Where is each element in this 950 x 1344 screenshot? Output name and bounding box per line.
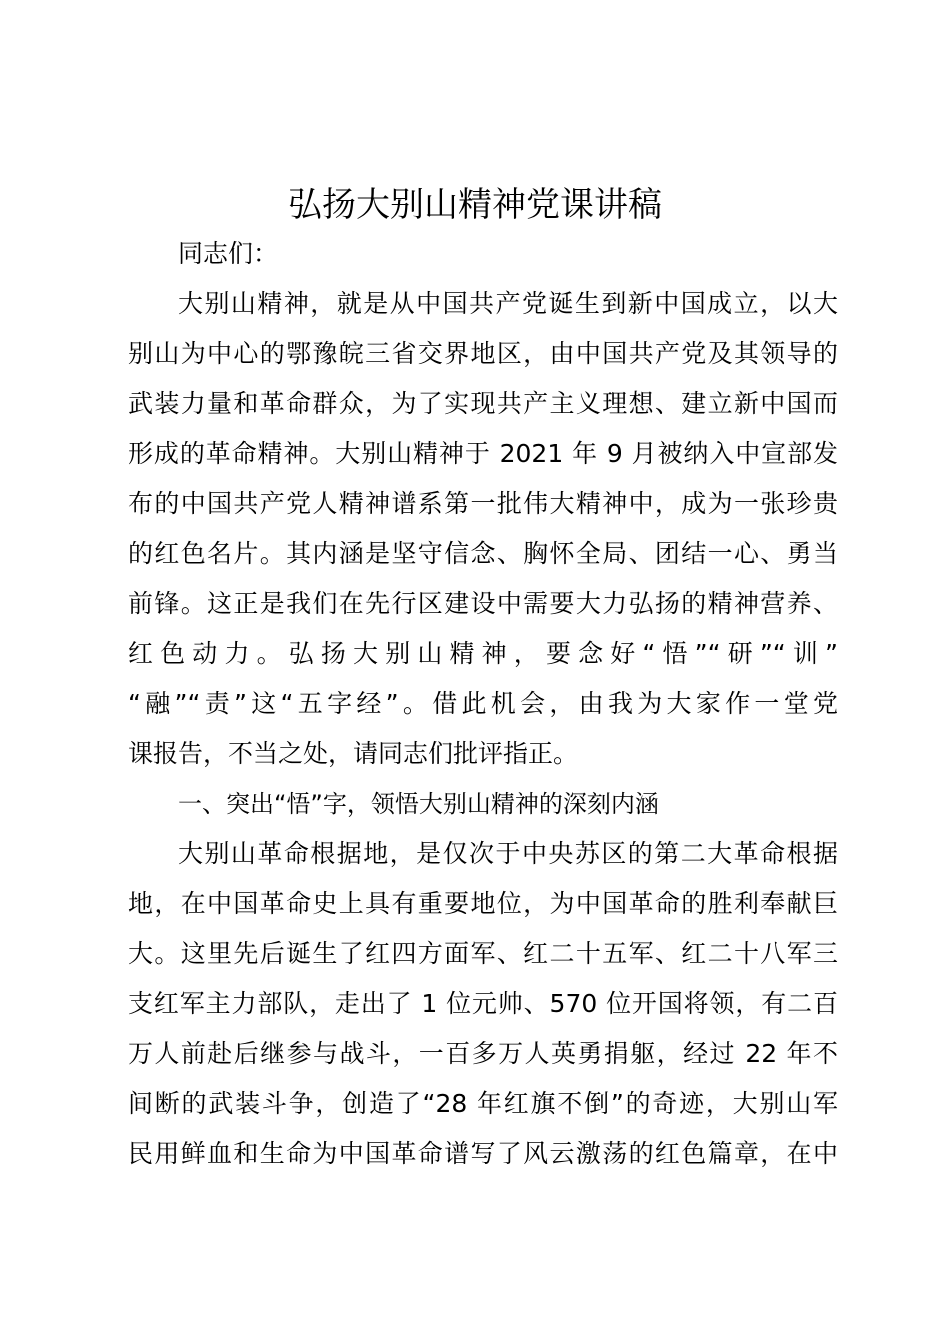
paragraph-1-line-10: 课报告，不当之处，请同志们批评指正。 — [128, 739, 579, 768]
paragraph-1-line-1: 大别山精神，就是从中国共产党诞生到新中国成立，以大 — [178, 289, 838, 318]
paragraph-2-line-2: 地，在中国革命史上具有重要地位，为中国革命的胜利奉献巨 — [128, 889, 838, 918]
paragraph-1-line-2: 别山为中心的鄂豫皖三省交界地区，由中国共产党及其领导的 — [128, 339, 838, 368]
paragraph-1-line-3: 武装力量和革命群众，为了实现共产主义理想、建立新中国而 — [128, 389, 838, 418]
paragraph-1-line-6: 的红色名片。其内涵是坚守信念、胸怀全局、团结一心、勇当 — [128, 539, 838, 568]
salutation: 同志们： — [178, 239, 279, 268]
paragraph-1-line-5: 布的中国共产党人精神谱系第一批伟大精神中，成为一张珍贵 — [128, 489, 838, 518]
paragraph-1-line-8: 红色动力。弘扬大别山精神，要念好“悟”“研”“训” — [128, 639, 838, 668]
paragraph-2-line-1: 大别山革命根据地，是仅次于中央苏区的第二大革命根据 — [178, 839, 838, 868]
paragraph-1-line-4: 形成的革命精神。大别山精神于 2021 年 9 月被纳入中宣部发 — [128, 439, 838, 468]
document-title: 弘扬大别山精神党课讲稿 — [288, 185, 662, 225]
paragraph-1-line-9: “融”“责”这“五字经”。借此机会，由我为大家作一堂党 — [128, 689, 838, 718]
section-heading: 一、突出“悟”字，领悟大别山精神的深刻内涵 — [178, 790, 659, 818]
paragraph-2-line-5: 万人前赴后继参与战斗，一百多万人英勇捐躯，经过 22 年不 — [128, 1039, 838, 1068]
paragraph-1-line-7: 前锋。这正是我们在先行区建设中需要大力弘扬的精神营养、 — [128, 589, 838, 618]
paragraph-2-line-7: 民用鲜血和生命为中国革命谱写了风云激荡的红色篇章，在中 — [128, 1139, 838, 1168]
paragraph-2-line-4: 支红军主力部队，走出了 1 位元帅、570 位开国将领，有二百 — [128, 989, 838, 1018]
paragraph-2-line-3: 大。这里先后诞生了红四方面军、红二十五军、红二十八军三 — [128, 939, 838, 968]
paragraph-2-line-6: 间断的武装斗争，创造了“28 年红旗不倒”的奇迹，大别山军 — [128, 1089, 838, 1118]
